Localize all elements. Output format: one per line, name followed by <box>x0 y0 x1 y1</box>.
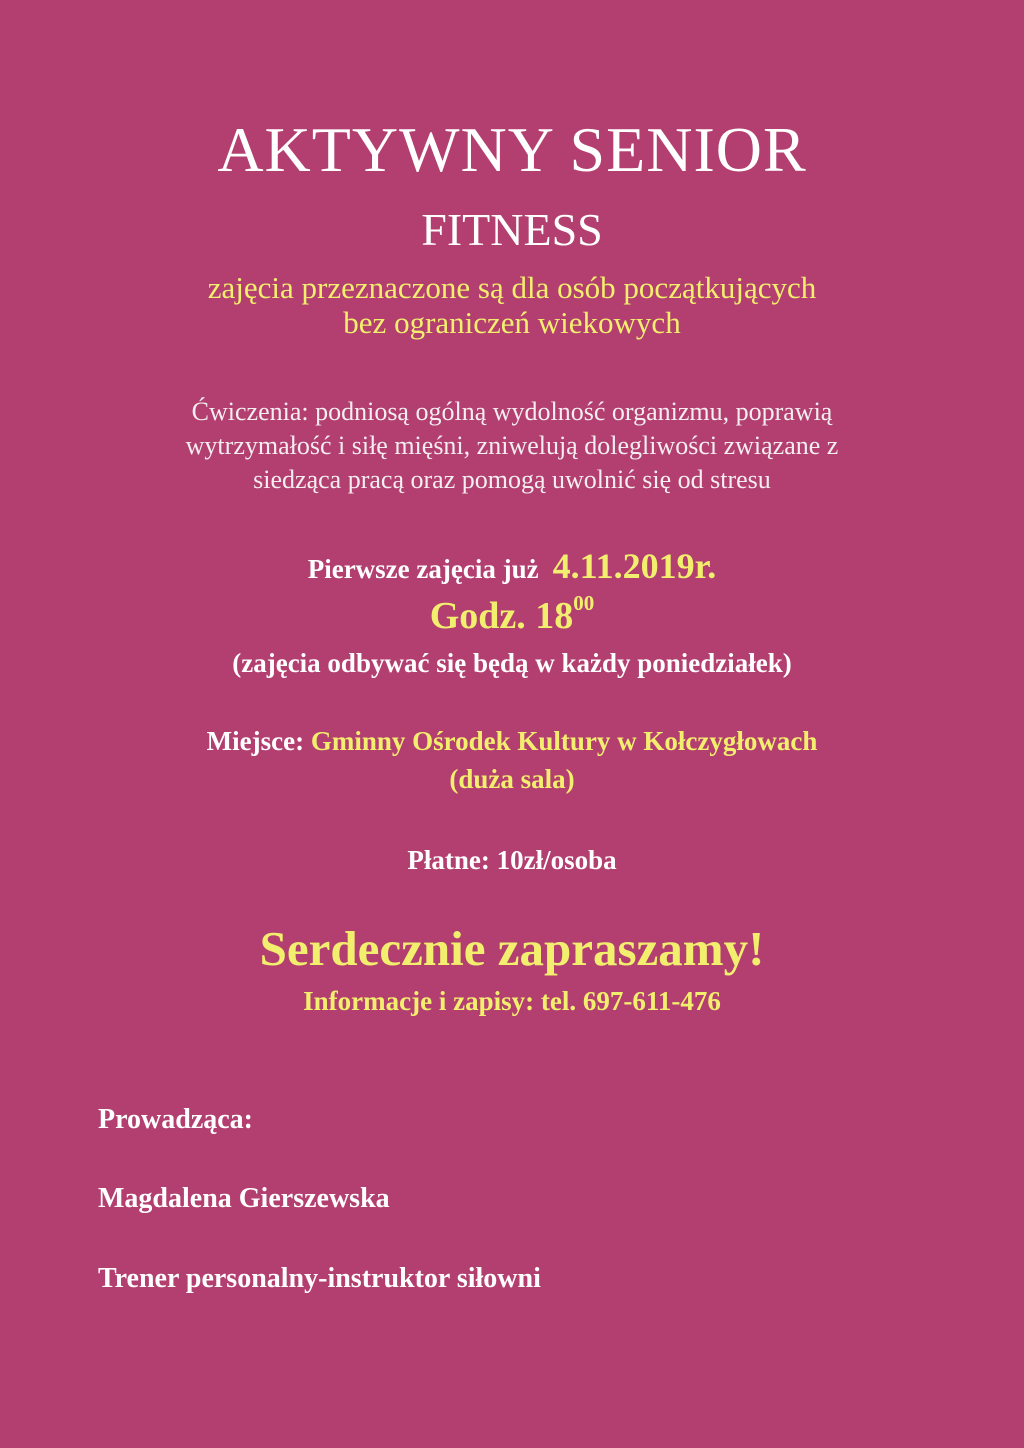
poster-title: AKTYWNY SENIOR <box>217 114 807 185</box>
tagline-line-2: bez ograniczeń wiekowych <box>343 305 681 340</box>
price: Płatne: 10zł/osoba <box>407 845 617 875</box>
first-class-date: 4.11.2019r. <box>552 546 717 586</box>
instructor-label: Prowadząca: <box>98 1104 253 1135</box>
place-value: Gminny Ośrodek Kultury w Kołczygłowach <box>310 726 818 756</box>
contact-info: Informacje i zapisy: tel. 697-611-476 <box>303 986 721 1016</box>
tagline <box>0 270 1024 340</box>
poster-subtitle: FITNESS <box>421 204 603 255</box>
first-class <box>0 540 1024 600</box>
class-hour <box>0 592 1024 640</box>
exercise-line-2: wytrzymałość i siłę mięśni, zniwelują dolegliwości związane z <box>185 431 839 460</box>
place-room: (duża sala) <box>449 764 575 794</box>
place-label: Miejsce: <box>206 726 305 756</box>
exercise-description <box>0 395 1024 497</box>
tagline-line-1: zajęcia przeznaczone są dla osób początkujących <box>207 270 817 305</box>
hour-label: Godz. 18 <box>429 595 574 637</box>
exercise-line-1: Ćwiczenia: podniosą ogólną wydolność organizmu, poprawią <box>191 397 833 426</box>
place <box>0 722 1024 798</box>
weekly-note: (zajęcia odbywać się będą w każdy poniedziałek) <box>232 648 792 678</box>
instructor-name: Magdalena Gierszewska <box>98 1183 390 1214</box>
exercise-line-3: siedząca pracą oraz pomogą uwolnić się od stresu <box>253 465 771 494</box>
hour-minutes: 00 <box>573 591 595 615</box>
first-class-label: Pierwsze zajęcia już <box>307 554 539 584</box>
instructor-role: Trener personalny-instruktor siłowni <box>98 1263 541 1294</box>
invitation: Serdecznie zapraszamy! <box>259 921 765 976</box>
